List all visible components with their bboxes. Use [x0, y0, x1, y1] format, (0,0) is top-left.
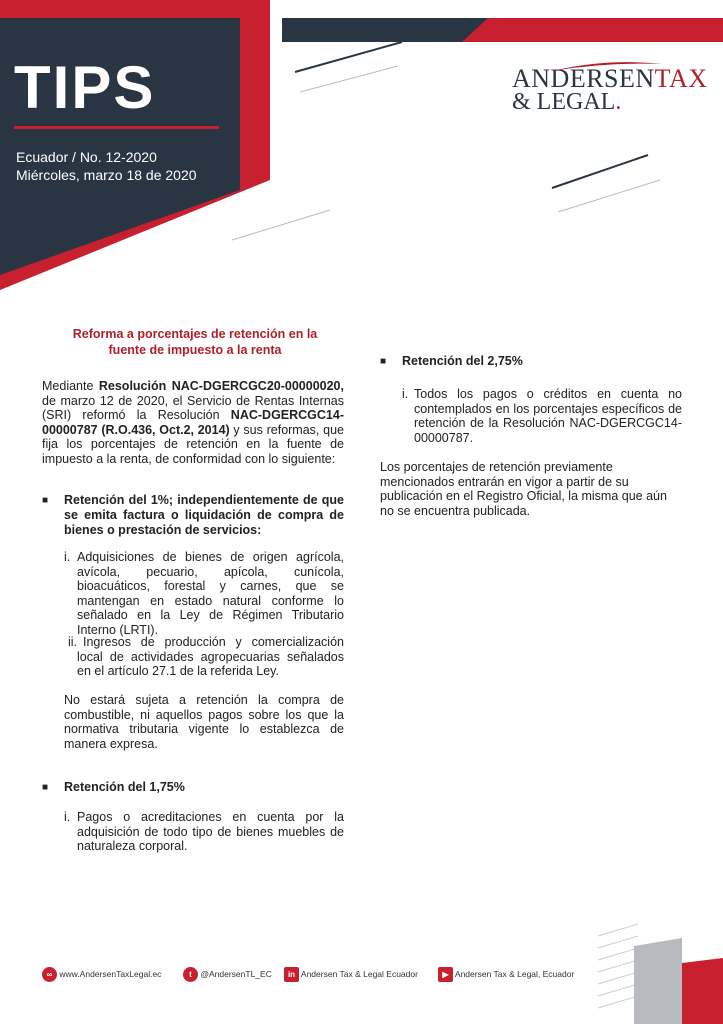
bullet-1-item-2 — [64, 635, 344, 679]
logo-tax: TAX — [654, 64, 708, 93]
andersen-logo — [512, 66, 707, 128]
bullet-1-item-1 — [64, 550, 344, 638]
youtube-icon: ▶ — [438, 967, 453, 982]
footer-website[interactable] — [42, 967, 161, 982]
intro-paragraph — [42, 379, 344, 467]
bullet-1-note: No estará sujeta a retención la compra de combustible, ni aquellos pagos sobre los que la normativa tributaria vigente lo establezca de manera expresa. — [64, 693, 344, 751]
twitter-text: @AndersenTL_EC — [200, 968, 272, 979]
intro-text: Mediante — [42, 379, 99, 393]
website-text: www.AndersenTaxLegal.ec — [59, 968, 162, 979]
closing-paragraph: Los porcentajes de retención previamente mencionados entrarán en vigor a partir de su publicación en el Registro Oficial, la misma que aún no se encuentra publicada. — [380, 460, 667, 518]
heading-line-2: fuente de impuesto a la renta — [108, 343, 282, 357]
bullet-marker: ■ — [380, 356, 387, 367]
link-icon: ∞ — [42, 967, 57, 982]
item-text: Pagos o acreditaciones en cuenta por la adquisición de todo tipo de bienes muebles de naturaleza corporal. — [77, 810, 344, 854]
intro-text: y sus reformas, que fija los porcentajes de retención en la fuente de impuesto a la renta, de conformidad con lo siguiente: — [42, 422, 344, 466]
intro-text: de marzo 12 de 2020, el Servicio de Rentas Internas (SRI) reformó la Resolución — [42, 393, 344, 423]
twitter-icon: t — [183, 967, 198, 982]
publication-date: Miércoles, marzo 18 de 2020 — [16, 167, 197, 183]
intro-reference: NAC-DGERCGC14-00000787 (R.O.436, Oct.2, 2014) — [42, 408, 344, 437]
article-heading — [60, 326, 330, 358]
footer-twitter[interactable] — [183, 967, 272, 982]
item-text: Ingresos de producción y comercialización local de actividades agropecuarias señalados en el artículo 27.1 de la referida Ley. — [77, 635, 344, 679]
bullet-2-item-1 — [64, 810, 344, 854]
item-number: i. — [64, 810, 71, 824]
intro-resolution: Resolución NAC-DGERCGC20-00000020, — [98, 379, 344, 393]
youtube-text: Andersen Tax & Legal, Ecuador — [454, 968, 575, 979]
logo-legal: & LEGAL — [512, 89, 616, 115]
bullet-marker: ■ — [42, 782, 49, 793]
edition-number: Ecuador / No. 12-2020 — [16, 149, 157, 165]
bullet-3-item-1 — [402, 387, 682, 445]
item-number: ii. — [68, 635, 78, 649]
item-number: i. — [64, 550, 71, 564]
deco-line — [232, 210, 330, 240]
logo-andersen: ANDERSEN — [512, 64, 655, 93]
item-text: Todos los pagos o créditos en cuenta no contemplados en los porcentajes específicos de retención de la Resolución NAC-DGERCGC14-00000787. — [414, 387, 682, 445]
header-banner-graphic — [0, 0, 723, 290]
item-text: Adquisiciones de bienes de origen agrícola, avícola, pecuario, apícola, cunícola, bioacuáticos, forestal y carnes, que se mantengan en estado natural conforme lo señalado en la Ley de Régimen Tributario Interno (LRTI). — [77, 550, 344, 637]
title-underline — [14, 126, 219, 129]
linkedin-icon: in — [284, 967, 299, 982]
linkedin-text: Andersen Tax & Legal Ecuador — [300, 968, 418, 979]
footer-linkedin[interactable] — [284, 967, 418, 982]
heading-line-1: Reforma a porcentajes de retención en la — [72, 327, 318, 341]
logo-dot: . — [615, 89, 622, 115]
footer-decoration — [596, 918, 723, 1024]
logo-swoosh — [552, 60, 662, 72]
top-red-bar — [462, 18, 723, 42]
footer-youtube[interactable] — [438, 967, 574, 982]
bullet-1-title: Retención del 1%; independientemente de que se emita factura o liquidación de compra de bienes o prestación de servicios: — [64, 493, 344, 537]
newsletter-title: TIPS — [14, 54, 156, 121]
bullet-marker: ■ — [42, 495, 49, 506]
deco-line — [300, 66, 398, 92]
deco-line — [558, 180, 660, 212]
bullet-3-title: Retención del 2,75% — [402, 354, 523, 368]
bullet-2-title: Retención del 1,75% — [64, 780, 185, 794]
deco-line — [295, 42, 402, 72]
deco-line — [552, 155, 648, 188]
item-number: i. — [402, 387, 409, 401]
